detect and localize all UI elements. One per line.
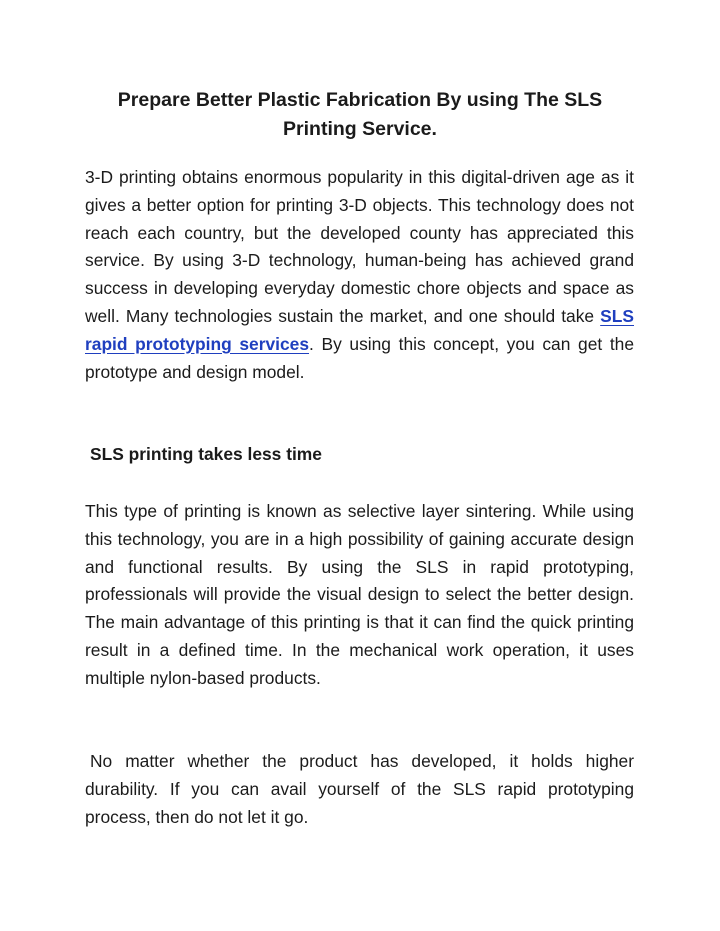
intro-text-after-link: . By using this concept, you can get the prototype and design model. bbox=[85, 333, 635, 382]
intro-text-before-link: 3-D printing obtains enormous popularity in this digital-driven age as it gives a better option for printing 3-D objects. This technology does not reach each country, but the developed county has appreciated this service. By using 3-D technology, human-being has achieved grand success in developing everyday domestic chore objects and space as well. Many technologies sustain the market, and one should take bbox=[85, 167, 634, 326]
body-paragraph-sls: This type of printing is known as selective layer sintering. While using this technology, you are in a high possibility of gaining accurate design and functional results. By using the SLS in rapid prototyping, professionals will provide the visual design to select the better design. The main advantage of this printing is that it can find the quick printing result in a defined time. In the mechanical work operation, it uses multiple nylon-based products. bbox=[85, 501, 634, 688]
closing-paragraph: No matter whether the product has developed, it holds higher durability. If you can avail yourself of the SLS rapid prototyping process, then do not let it go. bbox=[85, 751, 634, 827]
sls-rapid-prototyping-link[interactable]: SLS rapid prototyping services bbox=[85, 305, 634, 354]
section-heading: SLS printing takes less time bbox=[90, 444, 322, 464]
document-title: Prepare Better Plastic Fabrication By using The SLS Printing Service. bbox=[117, 89, 603, 140]
intro-paragraph bbox=[85, 164, 634, 386]
